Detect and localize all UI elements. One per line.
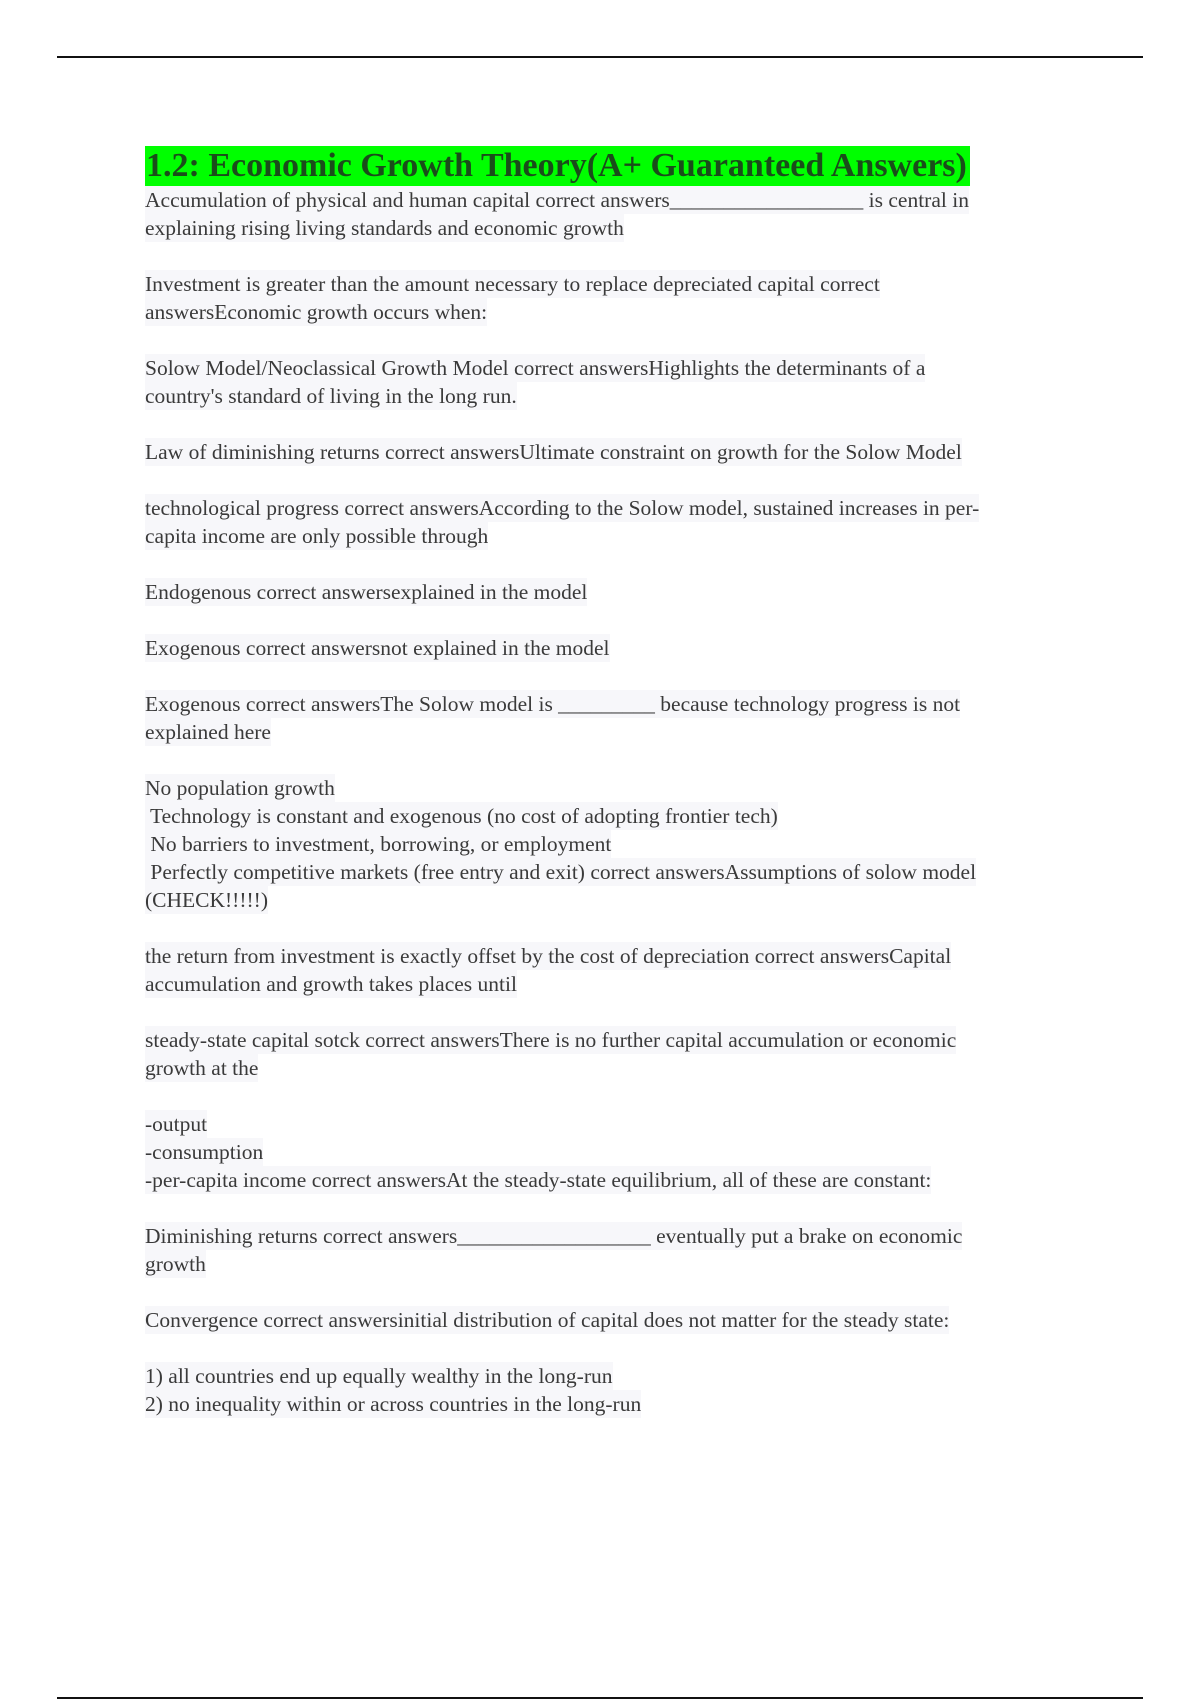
qa-line: Endogenous correct answersexplained in the model bbox=[145, 580, 588, 604]
qa-line-wrap bbox=[145, 214, 1090, 242]
qa-line: steady-state capital sotck correct answersThere is no further capital accumulation or economic bbox=[145, 1028, 957, 1052]
qa-line: growth bbox=[145, 1252, 206, 1276]
qa-line-wrap bbox=[145, 1054, 1090, 1082]
qa-line: 1) all countries end up equally wealthy in the long-run bbox=[145, 1364, 613, 1388]
qa-line-wrap bbox=[145, 1166, 1090, 1194]
qa-entry bbox=[145, 1222, 1090, 1278]
document-page bbox=[145, 146, 1090, 1446]
qa-line: (CHECK!!!!!) bbox=[145, 888, 268, 912]
qa-line-wrap bbox=[145, 774, 1090, 802]
qa-entry bbox=[145, 578, 1090, 606]
qa-entry bbox=[145, 354, 1090, 410]
qa-line: capita income are only possible through bbox=[145, 524, 489, 548]
qa-entry bbox=[145, 634, 1090, 662]
qa-line-wrap bbox=[145, 858, 1090, 886]
qa-entry bbox=[145, 774, 1090, 914]
qa-line: No population growth bbox=[145, 776, 335, 800]
qa-line: -output bbox=[145, 1112, 208, 1136]
qa-line-wrap bbox=[145, 438, 1090, 466]
qa-line-wrap bbox=[145, 382, 1090, 410]
qa-line-wrap bbox=[145, 802, 1090, 830]
qa-entry bbox=[145, 186, 1090, 242]
document-title: 1.2: Economic Growth Theory(A+ Guaranteed Answers) bbox=[145, 146, 970, 186]
qa-line: -consumption bbox=[145, 1140, 264, 1164]
qa-line-wrap bbox=[145, 1390, 1090, 1418]
qa-list bbox=[145, 186, 1090, 1418]
qa-line-wrap bbox=[145, 1250, 1090, 1278]
qa-line: Accumulation of physical and human capital correct answers__________________ is central in bbox=[145, 188, 969, 212]
qa-line: Exogenous correct answersnot explained in the model bbox=[145, 636, 610, 660]
qa-line-wrap bbox=[145, 1138, 1090, 1166]
qa-line: accumulation and growth takes places until bbox=[145, 972, 517, 996]
qa-line: Investment is greater than the amount necessary to replace depreciated capital correct bbox=[145, 272, 880, 296]
qa-entry bbox=[145, 1362, 1090, 1418]
qa-line-wrap bbox=[145, 970, 1090, 998]
qa-line: -per-capita income correct answersAt the steady-state equilibrium, all of these are constant: bbox=[145, 1168, 932, 1192]
qa-line-wrap bbox=[145, 494, 1090, 522]
qa-line: explained here bbox=[145, 720, 271, 744]
qa-line-wrap bbox=[145, 1306, 1090, 1334]
qa-line-wrap bbox=[145, 270, 1090, 298]
qa-line-wrap bbox=[145, 1110, 1090, 1138]
qa-line: growth at the bbox=[145, 1056, 259, 1080]
qa-line-wrap bbox=[145, 1362, 1090, 1390]
qa-line: Law of diminishing returns correct answersUltimate constraint on growth for the Solow Model bbox=[145, 440, 962, 464]
qa-line-wrap bbox=[145, 1026, 1090, 1054]
qa-entry bbox=[145, 942, 1090, 998]
qa-entry bbox=[145, 1026, 1090, 1082]
qa-line-wrap bbox=[145, 830, 1090, 858]
qa-line-wrap bbox=[145, 942, 1090, 970]
bottom-divider bbox=[57, 1697, 1143, 1699]
qa-line-wrap bbox=[145, 186, 1090, 214]
top-divider bbox=[57, 56, 1143, 58]
qa-line-wrap bbox=[145, 522, 1090, 550]
qa-entry bbox=[145, 270, 1090, 326]
qa-line: Convergence correct answersinitial distribution of capital does not matter for the steady state: bbox=[145, 1308, 950, 1332]
qa-entry bbox=[145, 1110, 1090, 1194]
qa-entry bbox=[145, 690, 1090, 746]
qa-line: the return from investment is exactly offset by the cost of depreciation correct answersCapital bbox=[145, 944, 952, 968]
qa-line: answersEconomic growth occurs when: bbox=[145, 300, 488, 324]
qa-line-wrap bbox=[145, 634, 1090, 662]
qa-line: Exogenous correct answersThe Solow model is _________ because technology progress is not bbox=[145, 692, 961, 716]
qa-line-wrap bbox=[145, 690, 1090, 718]
qa-line: 2) no inequality within or across countries in the long-run bbox=[145, 1392, 642, 1416]
qa-line-wrap bbox=[145, 886, 1090, 914]
qa-line-wrap bbox=[145, 298, 1090, 326]
qa-line: country's standard of living in the long run. bbox=[145, 384, 517, 408]
qa-line-wrap bbox=[145, 1222, 1090, 1250]
qa-entry bbox=[145, 1306, 1090, 1334]
qa-line: Solow Model/Neoclassical Growth Model correct answersHighlights the determinants of a bbox=[145, 356, 926, 380]
qa-entry bbox=[145, 438, 1090, 466]
qa-line: No barriers to investment, borrowing, or employment bbox=[145, 832, 612, 856]
qa-line: explaining rising living standards and economic growth bbox=[145, 216, 624, 240]
qa-line-wrap bbox=[145, 578, 1090, 606]
qa-line: Technology is constant and exogenous (no cost of adopting frontier tech) bbox=[145, 804, 778, 828]
qa-line-wrap bbox=[145, 718, 1090, 746]
qa-line: technological progress correct answersAccording to the Solow model, sustained increases in per- bbox=[145, 496, 980, 520]
qa-line-wrap bbox=[145, 354, 1090, 382]
qa-line: Perfectly competitive markets (free entry and exit) correct answersAssumptions of solow model bbox=[145, 860, 977, 884]
qa-entry bbox=[145, 494, 1090, 550]
qa-line: Diminishing returns correct answers__________________ eventually put a brake on economic bbox=[145, 1224, 963, 1248]
